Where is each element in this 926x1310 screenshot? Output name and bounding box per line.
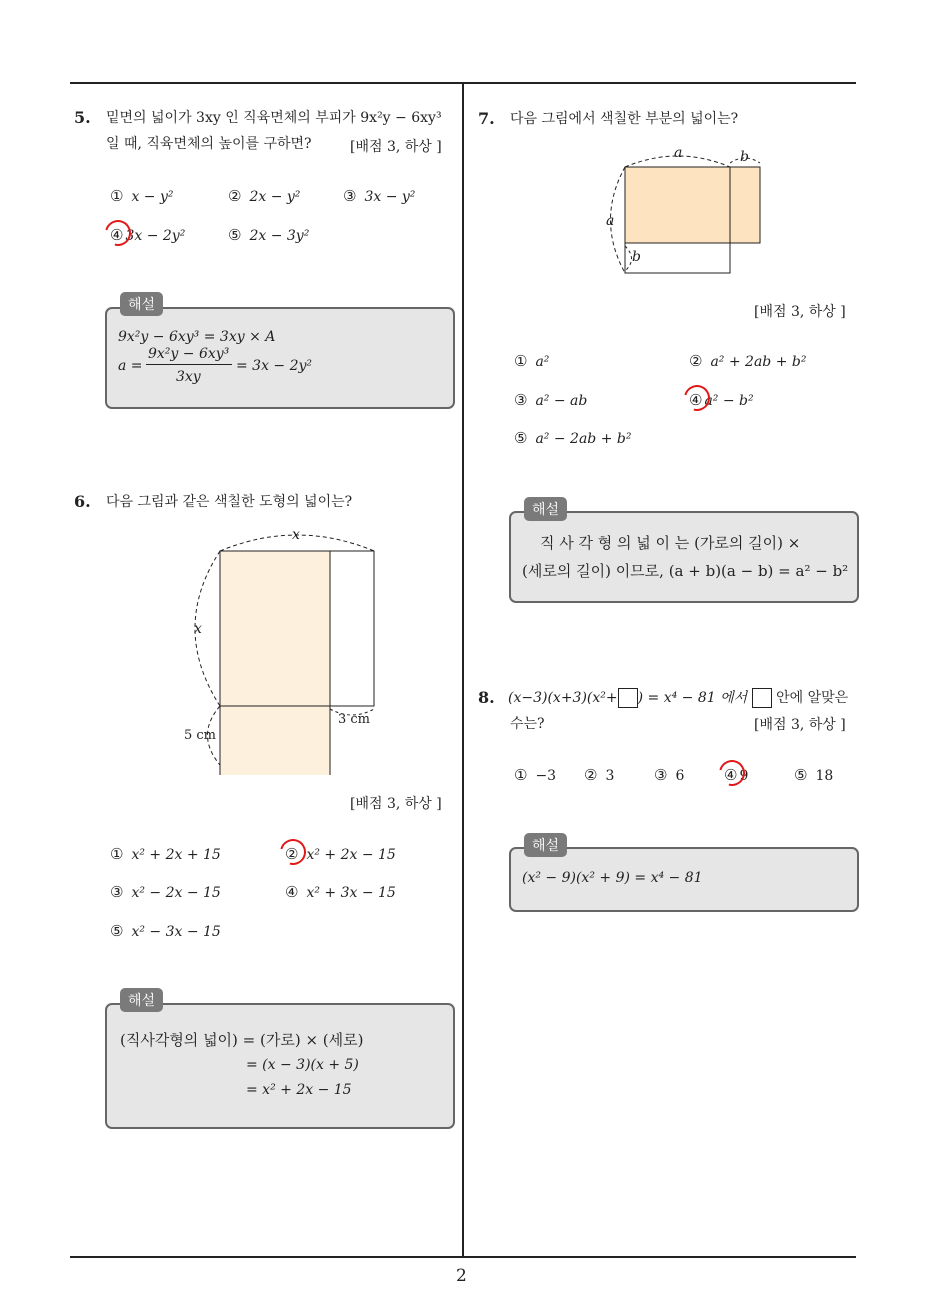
q7-choice-3[interactable]: ③ a² − ab [514,391,588,409]
q5-sol-lhs: a = [118,358,143,374]
q8-blank-box-1 [618,688,638,708]
q6-line1: 다음 그림과 같은 색칠한 도형의 넓이는? [106,494,353,510]
q6-label-x-top: x [292,527,300,543]
q8-choice-4[interactable]: ④ 9 [724,766,749,784]
page-number: 2 [456,1266,467,1286]
q7-choice-2[interactable]: ② a² + 2ab + b² [689,352,807,370]
q5-choice-5[interactable]: ⑤ 2x − 3y² [228,226,310,244]
q5-choice-2[interactable]: ② 2x − y² [228,187,301,205]
q8-expr-part2: ) = x⁴ − 81 에서 [637,690,748,706]
q8-expr-part3: 안에 알맞은 [776,690,849,706]
q8-sol-line1: (x² − 9)(x² + 9) = x⁴ − 81 [522,870,703,886]
q5-fraction-bar [146,364,232,365]
q7-label-a-left: a [606,213,615,229]
q7-choice-5[interactable]: ⑤ a² − 2ab + b² [514,429,632,447]
q6-score: [배점 3, 하상 ] [350,796,442,812]
q6-choice-3[interactable]: ③ x² − 2x − 15 [110,883,221,901]
q6-number: 6. [74,492,91,511]
q7-choice-4[interactable]: ④ a² − b² [689,391,754,409]
q7-figure [598,143,778,278]
q6-choice-5[interactable]: ⑤ x² − 3x − 15 [110,922,221,940]
q6-sol-line1: (직사각형의 넓이) = (가로) × (세로) [120,1031,364,1049]
q5-answer-circle [100,215,136,251]
q8-score: [배점 3, 하상 ] [754,717,846,733]
q5-sol-numerator: 9x²y − 6xy³ [148,346,230,362]
q7-label-b-bottom: b [632,249,641,265]
q8-line1 [508,686,848,710]
q6-white-rect [330,551,374,706]
q6-answer-circle [275,834,311,870]
q5-solution-tag: 해설 [120,292,163,316]
q7-label-b-top: b [740,149,749,165]
q7-label-a-top: a [674,145,683,161]
q8-choice-5[interactable]: ⑤ 18 [794,766,834,784]
q8-choice-2[interactable]: ② 3 [584,766,615,784]
q5-choice-1[interactable]: ① x − y² [110,187,174,205]
q7-solution-tag: 해설 [524,497,567,521]
q8-number: 8. [478,688,495,707]
q5-sol-rhs: = 3x − 2y² [236,358,313,374]
q6-sol-line3: = x² + 2x − 15 [246,1082,352,1098]
q7-answer-circle [679,380,715,416]
q5-choice-3[interactable]: ③ 3x − y² [343,187,416,205]
q8-choice-1[interactable]: ① −3 [514,766,557,784]
q6-label-3cm: 3 cm [338,712,371,727]
q6-sol-line2: = (x − 3)(x + 5) [246,1057,359,1073]
q5-choice-4[interactable]: ④ 3x − 2y² [110,226,186,244]
q8-solution-tag: 해설 [524,833,567,857]
q6-choice-2[interactable]: ② x² + 2x − 15 [285,845,396,863]
column-divider [462,82,464,1257]
q7-sol-line2: (세로의 길이) 이므로, (a + b)(a − b) = a² − b² [522,562,849,580]
q6-choice-4[interactable]: ④ x² + 3x − 15 [285,883,396,901]
q6-label-x-left: x [194,621,202,637]
q7-line1: 다음 그림에서 색칠한 부분의 넓이는? [510,111,739,127]
bottom-rule [70,1256,856,1258]
q5-line1: 밑면의 넓이가 3xy 인 직육면체의 부피가 9x²y − 6xy³ [106,110,442,126]
q8-blank-box-2 [752,688,772,708]
q7-number: 7. [478,109,495,128]
q6-shaded-rect [220,551,330,775]
q5-score: [배점 3, 하상 ] [350,139,442,155]
q6-figure [180,525,420,775]
q6-solution-tag: 해설 [120,988,163,1012]
q7-solution-box [509,511,859,603]
q6-label-5cm: 5 cm [184,728,217,743]
q7-shaded-rect [625,167,760,243]
q8-answer-circle [714,755,750,791]
q5-sol-line1: 9x²y − 6xy³ = 3xy × A [118,329,276,345]
q6-choice-1[interactable]: ① x² + 2x + 15 [110,845,221,863]
q8-line2: 수는? [510,716,545,732]
q7-score: [배점 3, 하상 ] [754,304,846,320]
q8-choice-3[interactable]: ③ 6 [654,766,685,784]
q5-line2: 일 때, 직육면체의 높이를 구하면? [106,136,312,152]
q5-number: 5. [74,108,91,127]
q7-sol-line1: 직 사 각 형 의 넓 이 는 (가로의 길이) × [540,534,801,552]
q7-choice-1[interactable]: ① a² [514,352,550,370]
q8-expr-part1: (x−3)(x+3)(x²+ [508,690,618,706]
q5-sol-denominator: 3xy [176,369,201,385]
